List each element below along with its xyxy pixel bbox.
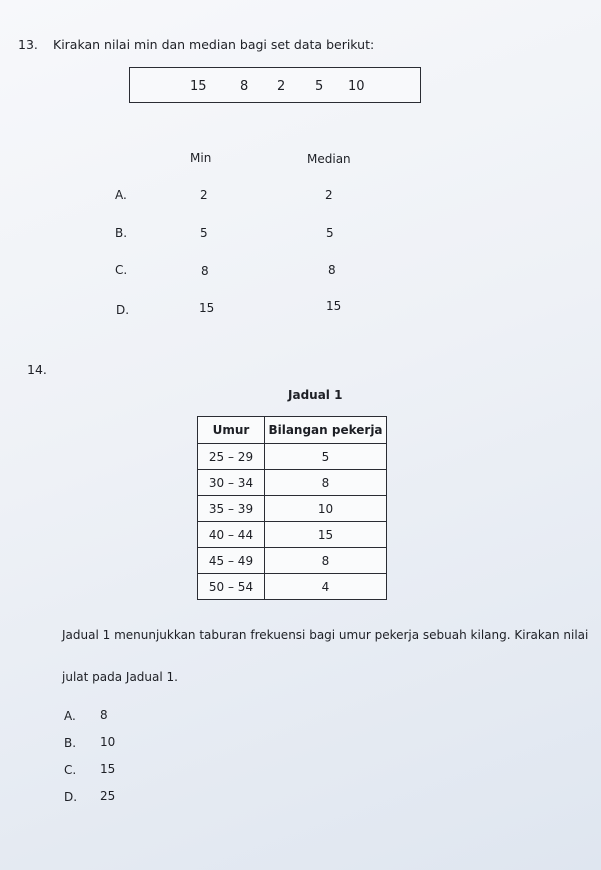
q14-option-a-value: 8	[100, 708, 108, 722]
frequency-table	[197, 416, 387, 600]
q14-option-b-value: 10	[100, 735, 116, 749]
table-header-row	[198, 417, 387, 444]
header-bilangan-pekerja: Bilangan pekerja	[265, 417, 387, 444]
age-cell: 35 – 39	[198, 496, 265, 522]
q14-option-d-letter[interactable]: D.	[64, 790, 78, 804]
q13-option-b-min: 5	[200, 226, 208, 240]
q13-option-c-letter[interactable]: C.	[115, 263, 128, 277]
table-row	[198, 574, 387, 600]
data-value: 5	[315, 79, 324, 94]
age-cell: 40 – 44	[198, 522, 265, 548]
header-umur: Umur	[198, 417, 265, 444]
q14-option-b-letter[interactable]: B.	[64, 736, 77, 750]
data-value: 10	[348, 79, 365, 94]
count-cell: 8	[265, 548, 387, 574]
q14-text-line2: julat pada Jadual 1.	[62, 670, 178, 684]
q13-prompt: Kirakan nilai min dan median bagi set data berikut:	[53, 37, 375, 52]
q14-number: 14.	[27, 362, 47, 377]
age-cell: 30 – 34	[198, 470, 265, 496]
q14-table-title: Jadual 1	[288, 388, 343, 402]
age-cell: 45 – 49	[198, 548, 265, 574]
q13-option-b-letter[interactable]: B.	[115, 226, 128, 240]
age-cell: 25 – 29	[198, 444, 265, 470]
q13-option-b-median: 5	[326, 226, 334, 240]
data-value: 15	[190, 79, 207, 94]
q14-option-d-value: 25	[100, 789, 116, 803]
q13-number: 13.	[18, 37, 38, 52]
count-cell: 15	[265, 522, 387, 548]
q13-min-header: Min	[190, 151, 212, 165]
q14-option-a-letter[interactable]: A.	[64, 709, 76, 723]
q13-option-a-median: 2	[325, 188, 333, 202]
q13-option-c-min: 8	[201, 264, 209, 278]
table-row	[198, 444, 387, 470]
table-row	[198, 470, 387, 496]
table-row	[198, 496, 387, 522]
table-row	[198, 522, 387, 548]
count-cell: 5	[265, 444, 387, 470]
q13-median-header: Median	[307, 152, 351, 166]
count-cell: 8	[265, 470, 387, 496]
q13-option-d-median: 15	[326, 299, 342, 313]
table-row	[198, 548, 387, 574]
q13-data-box	[129, 67, 421, 103]
count-cell: 10	[265, 496, 387, 522]
q14-option-c-value: 15	[100, 762, 116, 776]
q13-option-a-letter[interactable]: A.	[115, 188, 127, 202]
data-value: 8	[240, 79, 249, 94]
q13-option-d-letter[interactable]: D.	[116, 303, 130, 317]
q13-option-c-median: 8	[328, 263, 336, 277]
q14-text-line1: Jadual 1 menunjukkan taburan frekuensi bagi umur pekerja sebuah kilang. Kirakan nilai	[62, 628, 589, 642]
count-cell: 4	[265, 574, 387, 600]
q13-option-a-min: 2	[200, 188, 208, 202]
age-cell: 50 – 54	[198, 574, 265, 600]
q14-option-c-letter[interactable]: C.	[64, 763, 77, 777]
q13-option-d-min: 15	[199, 301, 215, 315]
data-value: 2	[277, 79, 286, 94]
